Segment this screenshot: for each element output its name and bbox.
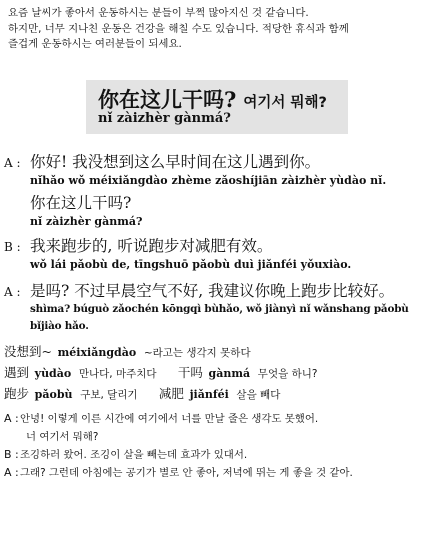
translation-text: 조깅하러 왔어. 조깅이 살을 빼는데 효과가 있대서.: [20, 449, 248, 461]
intro-paragraph: [8, 6, 422, 53]
vocab-korean: 살을 빼다: [236, 389, 281, 401]
speaker-label: A :: [4, 156, 21, 170]
intro-line: 요즘 날씨가 좋아서 운동하시는 분들이 부쩍 많아지신 것 같습니다.: [8, 7, 309, 19]
dialog-chinese: 我来跑步的, 听说跑步对减肥有效。: [30, 237, 273, 255]
dialog-pinyin: wǒ lái pǎobù de, tīngshuō pǎobù duì jiǎnféi yǒuxiào.: [30, 258, 352, 271]
vocab-korean: 만나다, 마주치다: [78, 368, 157, 380]
translation-text: 그래? 그런데 아침에는 공기가 별로 안 좋아, 저녁에 뛰는 게 좋을 것 같아.: [20, 467, 353, 479]
speaker-label: B :: [4, 448, 19, 461]
dialog-chinese: 你好! 我没想到这么早时间在这儿遇到你。: [30, 153, 321, 171]
speaker-label: A :: [4, 412, 19, 425]
vocab-pinyin: pǎobù: [34, 388, 73, 401]
speaker-label: B :: [4, 240, 21, 254]
vocab-chinese: 干吗: [177, 365, 203, 380]
vocab-chinese: 遇到: [4, 365, 30, 380]
vocab-pinyin: jiǎnféi: [189, 388, 229, 401]
dialog-line: [4, 236, 426, 256]
translation-text: 너 여기서 뭐해?: [26, 431, 99, 443]
vocab-row: [4, 384, 426, 405]
speaker-label: A :: [4, 466, 19, 479]
dialog-chinese: 你在这儿干吗?: [30, 194, 132, 212]
vocab-pinyin: yùdào: [34, 367, 72, 380]
title-pinyin: nǐ zàizhèr gànmá?: [98, 111, 231, 126]
vocab-korean: ~라고는 생각지 못하다: [143, 347, 251, 359]
title-chinese: 你在这儿干吗?: [98, 87, 237, 112]
translation-line: [4, 446, 426, 464]
intro-line: 하지만, 너무 지나친 운동은 건강을 해칠 수도 있습니다. 적당한 휴식과 함께: [8, 22, 349, 35]
vocab-korean: 구보, 달리기: [80, 389, 138, 401]
dialog-line: [4, 152, 426, 172]
vocabulary-section: [4, 342, 426, 405]
vocab-pinyin: gànmá: [208, 367, 251, 380]
dialog-pinyin: nǐhǎo wǒ méixiǎngdào zhème zǎoshíjiān zàizhèr yùdào nǐ.: [30, 174, 387, 187]
vocab-chinese: 减肥: [158, 386, 184, 401]
dialog-line: [4, 281, 426, 301]
vocab-row: [4, 342, 426, 363]
title-main: [98, 84, 327, 114]
dialog-section: [4, 152, 426, 335]
translation-line: [4, 428, 426, 446]
vocab-chinese: 没想到~: [4, 344, 52, 359]
title-box: [86, 80, 348, 134]
dialog-pinyin: shìma? búguò zǎochén kōngqì bùhǎo, wǒ jiànyì nǐ wǎnshang pǎobù bǐjiào hǎo.: [30, 303, 409, 332]
dialog-pinyin: nǐ zàizhèr gànmá?: [30, 215, 143, 228]
intro-line: 즐겁게 운동하시는 여러분들이 되세요.: [8, 38, 182, 50]
dialog-line: [4, 193, 426, 213]
speaker-label: A :: [4, 285, 21, 299]
vocab-pinyin: méixiǎngdào: [57, 346, 137, 359]
dialog-chinese: 是吗? 不过早晨空气不好, 我建议你晚上跑步比较好。: [30, 282, 395, 300]
translation-section: [4, 410, 426, 482]
translation-line: [4, 464, 426, 482]
translation-text: 안녕! 이렇게 이른 시간에 여기에서 너를 만날 줄은 생각도 못했어.: [20, 413, 319, 425]
title-korean: 여기서 뭐해?: [243, 95, 327, 111]
vocab-chinese: 跑步: [4, 386, 30, 401]
translation-line: [4, 410, 426, 428]
vocab-row: [4, 363, 426, 384]
vocab-korean: 무엇을 하니?: [257, 368, 318, 380]
